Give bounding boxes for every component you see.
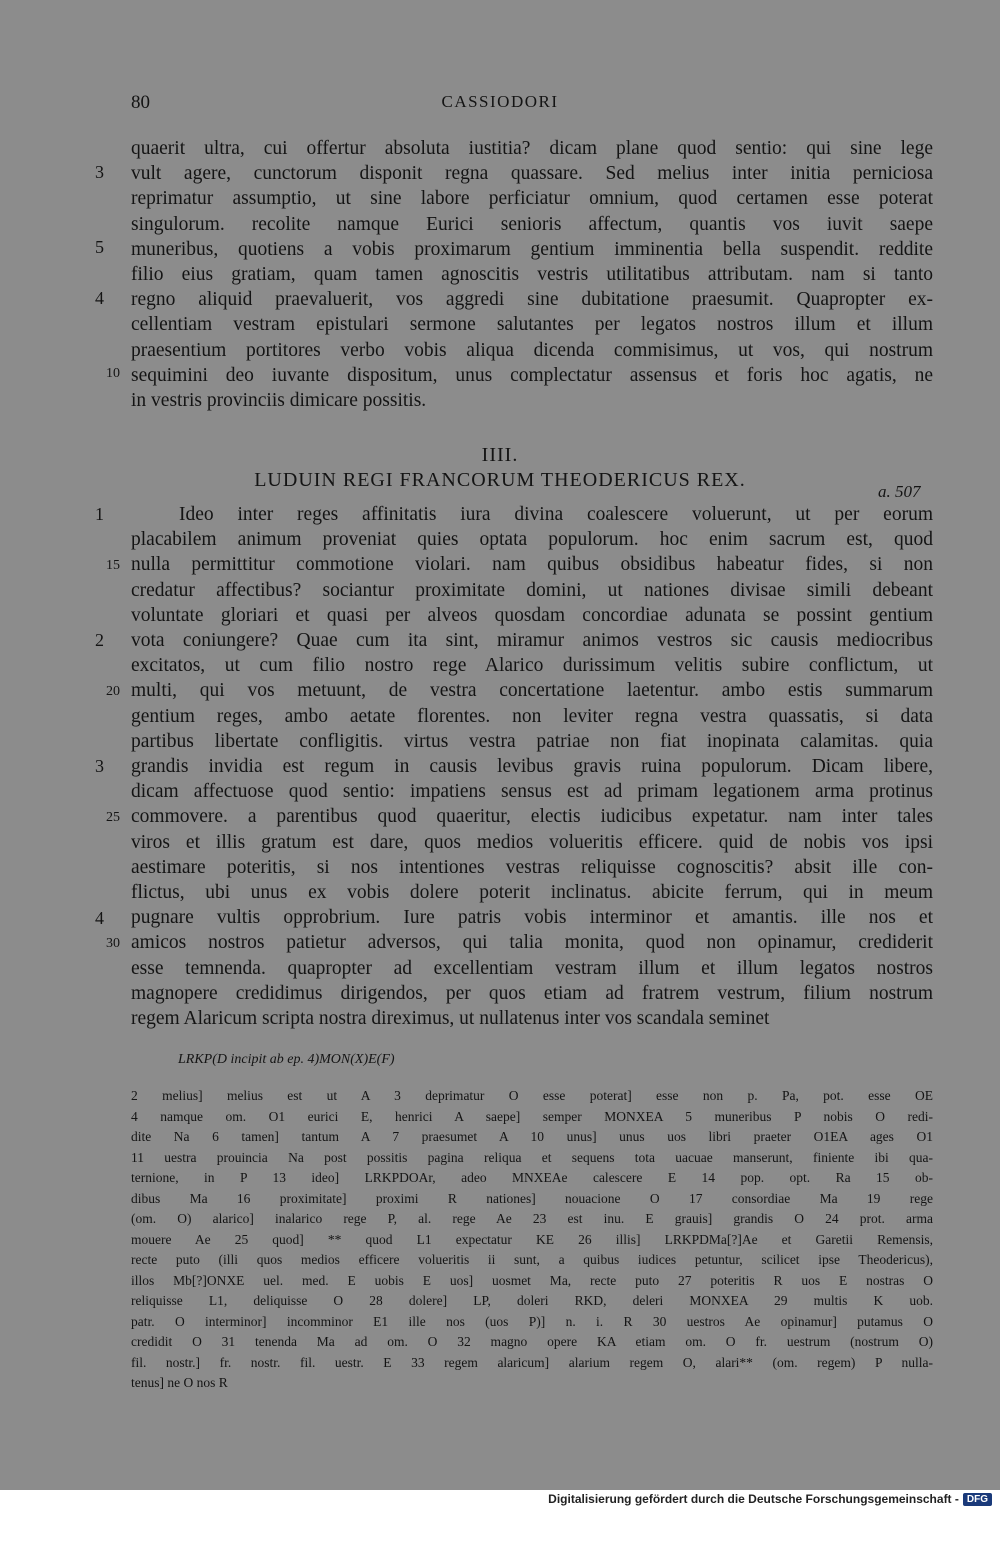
text-line: muneribus, quotiens a vobis proximarum gentium imminentia bella suspendit. reddite <box>131 238 933 260</box>
text-line: partibus libertate confligitis. virtus vestra patriae non fiat inopinata calamitas. quia <box>131 730 933 752</box>
text-line: viros et illis gratum est dare, quos medios volueritis efficere. quid de nobis vos ipsi <box>131 831 933 853</box>
apparatus-line: dite Na 6 tamen] tantum A 7 praesumet A 10 unus] unus uos libri praeter O1EA ages O1 <box>131 1129 933 1144</box>
margin-number: 30 <box>106 936 120 951</box>
text-line: Ideo inter reges affinitatis iura divina coalescere voluerunt, ut per eorum <box>179 504 933 525</box>
footer-text: Digitalisierung gefördert durch die Deutsche Forschungsgemeinschaft - <box>548 1492 959 1506</box>
text-line: singulorum. recolite namque Eurici senioris affectum, quantis vos iuvit saepe <box>131 213 933 235</box>
text-line: in vestris provinciis dimicare possitis. <box>131 390 427 411</box>
apparatus-line: credidit O 31 tenenda Ma ad om. O 32 magno opere KA etiam om. O fr. uestrum (nostrum O) <box>131 1334 933 1349</box>
manuscript-sigla: LRKP(D incipit ab ep. 4)MON(X)E(F) <box>178 1052 395 1067</box>
text-line: commovere. a parentibus quod quaeritur, electis iudicibus expetatur. nam inter tales <box>131 806 933 828</box>
text-line: dicam affectuose quod sentio: impatiens sensus est ad primam legationem arma protinus <box>131 781 933 803</box>
text-line: placabilem animum proveniat quies optata populorum. hoc enim sacrum est, quod <box>131 529 933 551</box>
text-line: credatur affectibus? sociantur proximitate domini, ut nationes divisae simili debeant <box>131 579 933 601</box>
text-line: sequimini deo iuvante dispositum, unus complectatur assensus et foris hoc agatis, ne <box>131 364 933 386</box>
text-line: vult agere, cunctorum disponit regna quassare. Sed melius inter initia perniciosa <box>131 163 933 185</box>
margin-number: 3 <box>95 756 104 776</box>
text-line: amicos nostros patietur adversos, qui talia monita, quod non opinamur, crediderit <box>131 932 933 954</box>
text-line: magnopere credidimus dirigendos, per quos etiam ad fratrem vestrum, filium nostrum <box>131 982 933 1004</box>
apparatus-line: fil. nostr.] fr. nostr. fil. uestr. E 33 regem alaricum] alarium regem O, alari** (om. regem) P nulla- <box>131 1354 933 1370</box>
apparatus-line: recte puto (illi quos medios efficere volueritis ii sunt, a quibus iudices petuntur, scilicet ipse Theodericus), <box>131 1252 933 1267</box>
text-line: nulla permittitur commotione violari. nam quibus obsidibus habeatur fides, si non <box>131 554 933 576</box>
letter-date: a. 507 <box>878 482 921 501</box>
letter-title: LUDUIN REGI FRANCORUM THEODERICUS REX. <box>254 469 746 491</box>
margin-number: 4 <box>95 908 104 928</box>
text-line: filio eius gratiam, quam tamen agnoscitis vestris utilitatibus attributam. nam si tanto <box>131 264 933 285</box>
apparatus-line: tenus] ne O nos R <box>131 1375 228 1390</box>
page-header <box>0 92 1000 116</box>
apparatus-line: ternione, in P 13 ideo] LRKPDOAr, adeo MNXEAe calescere E 14 pop. opt. Ra 15 ob- <box>131 1170 933 1185</box>
text-line: pugnare vultis opprobrium. Iure patris vobis interminor et amantis. ille nos et <box>131 907 933 929</box>
margin-number: 5 <box>95 237 104 257</box>
margin-number: 1 <box>95 504 104 524</box>
text-line: grandis invidia est regum in causis levibus gravis ruina populorum. Dicam libere, <box>131 756 933 777</box>
apparatus-line: dibus Ma 16 proximitate] proximi R nationes] nouacione O 17 consordiae Ma 19 rege <box>131 1190 933 1206</box>
text-line: praesentium portitores verbo vobis aliqua dicenda commisimus, ut vos, qui nostrum <box>131 339 933 361</box>
text-line: aestimare poteritis, si nos intentiones vestras reliquisse cognoscitis? absit ille con- <box>131 856 933 878</box>
footer-credit <box>548 1492 992 1506</box>
apparatus-line: (om. O) alarico] inalarico rege P, al. rege Ae 23 est inu. E grauis] grandis O 24 prot. arma <box>131 1211 933 1226</box>
text-line: gentium reges, ambo aetate florentes. non leviter regna vestra quassatis, si data <box>131 705 933 727</box>
apparatus-line: patr. O interminor] incomminor E1 ille nos (uos P)] n. i. R 30 uestros Ae opinamur] putamus O <box>131 1313 933 1329</box>
margin-number: 20 <box>106 684 120 699</box>
margin-number: 15 <box>106 558 120 573</box>
text-line: esse temnenda. quapropter ad excellentiam vestram illum et illum legatos nostros <box>131 957 933 979</box>
text-line: reprimatur assumptio, ut sine labore perficiatur omnium, quod certamen esse poterat <box>131 188 933 210</box>
apparatus-line: 4 namque om. O1 eurici E, henrici A saepe] semper MONXEA 5 muneribus P nobis O redi- <box>131 1108 933 1124</box>
page-number: 80 <box>131 92 150 113</box>
text-line: vota coniungere? Quae cum ita sint, miramur animos vestros sic causis mediocribus <box>131 630 933 651</box>
text-line: multi, qui vos metuunt, de vestra concertatione laetentur. ambo estis summarum <box>131 680 933 702</box>
dfg-logo: DFG <box>963 1493 992 1506</box>
margin-number: 25 <box>106 810 120 825</box>
apparatus-line: illos Mb[?]ONXE uel. med. E uobis E uos] uosmet Ma, recte puto 27 poteritis R uos E nostras O <box>131 1272 933 1288</box>
apparatus-line: reliquisse L1, deliquisse O 28 dolere] LP, doleri RKD, deleri MONXEA 29 multis K uob. <box>131 1293 933 1308</box>
text-line: cellentiam vestram epistulari sermone salutantes per legatos nostros illum et illum <box>131 314 933 336</box>
text-line: excitatos, ut cum filio nostro rege Alarico durissimum velitis subire conflictum, ut <box>131 655 933 677</box>
text-line: regem Alaricum scripta nostra direximus, ut nullatenus inter vos scandala seminet <box>131 1008 770 1029</box>
margin-number: 3 <box>95 162 104 182</box>
margin-number: 10 <box>106 366 120 381</box>
text-line: flictus, ubi unus ex vobis dolere poterit inclinatus. abicite ferrum, qui in meum <box>131 882 933 903</box>
margin-number: 2 <box>95 630 104 650</box>
apparatus-line: 11 uestra prouincia Na post possitis pagina reliqua et sequens tota uacuae manserunt, finiente ibi qua- <box>131 1149 933 1165</box>
apparatus-line: mouere Ae 25 quod] ** quod L1 expectatur KE 26 illis] LRKPDMa[?]Ae et Garetii Remensis, <box>131 1231 933 1247</box>
text-line: quaerit ultra, cui offertur absoluta iustitia? dicam plane quod sentio: qui sine lege <box>131 138 933 159</box>
text-line: regno aliquid praevaluerit, vos aggredi sine dubitatione praesumit. Quapropter ex- <box>131 289 933 311</box>
letter-number: IIII. <box>481 444 519 466</box>
margin-number: 4 <box>95 288 104 308</box>
text-line: voluntate gloriari et quasi per alveos quosdam concordiae adunata se possint gentium <box>131 604 933 626</box>
running-title: CASSIODORI <box>441 92 559 111</box>
apparatus-line: 2 melius] melius est ut A 3 deprimatur O esse poterat] esse non p. Pa, pot. esse OE <box>131 1088 933 1103</box>
